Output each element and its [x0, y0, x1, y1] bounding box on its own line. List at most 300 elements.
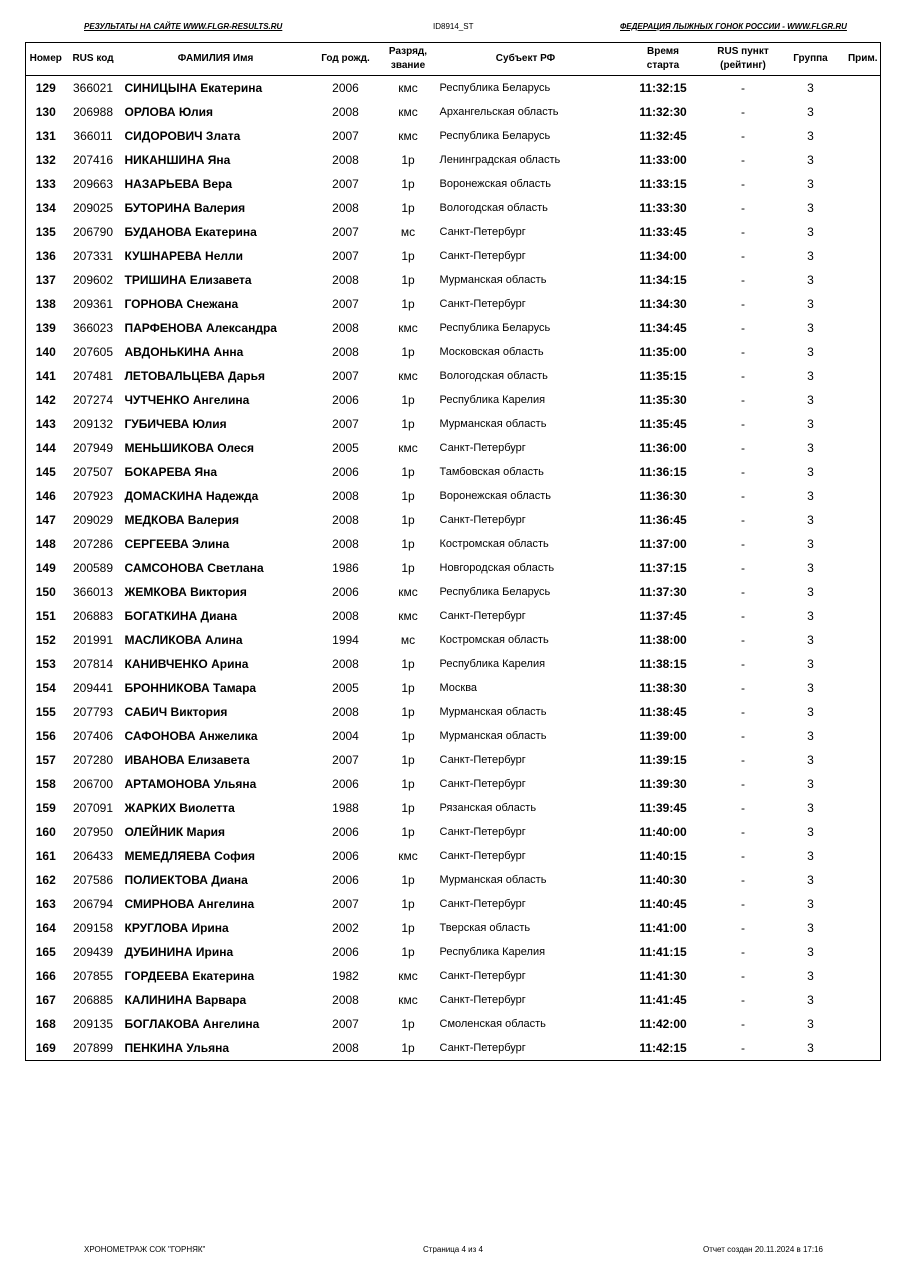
col-rus-points-cell: -	[741, 681, 745, 695]
col-start-time-cell: 11:37:00	[639, 537, 687, 551]
col-birth-year-cell: 2007	[332, 297, 359, 311]
col-group-cell: 3	[807, 177, 814, 191]
col-rus-code-cell: 209158	[72, 921, 114, 935]
col-rus-code-header: RUS код	[66, 43, 121, 76]
col-region-cell: Республика Беларусь	[439, 586, 551, 598]
col-region-cell: Республика Карелия	[439, 394, 546, 406]
col-note-cell	[846, 484, 881, 508]
table-row	[26, 1036, 881, 1061]
col-rank-cell: 1р	[401, 153, 415, 167]
col-rus-points-cell: -	[741, 849, 745, 863]
col-name-cell: БОКАРЕВА Яна	[124, 465, 218, 479]
col-group-cell: 3	[807, 249, 814, 263]
col-region-cell: Новгородская область	[439, 562, 555, 574]
table-row	[26, 796, 881, 820]
col-name-cell: МЕМЕДЛЯЕВА София	[124, 849, 256, 863]
table-row	[26, 292, 881, 316]
col-rus-points-cell: -	[741, 105, 745, 119]
col-rank-cell: 1р	[401, 465, 415, 479]
col-rank-cell: 1р	[401, 345, 415, 359]
col-group-cell: 3	[807, 897, 814, 911]
table-row	[26, 964, 881, 988]
col-number-cell: 151	[35, 609, 56, 623]
col-rus-points-cell: -	[741, 513, 745, 527]
col-name-cell: АВДОНЬКИНА Анна	[124, 345, 244, 359]
col-birth-year-cell: 2008	[332, 657, 359, 671]
col-birth-year-cell: 1988	[332, 801, 359, 815]
col-rank-cell: 1р	[401, 729, 415, 743]
col-start-time-cell: 11:39:45	[639, 801, 687, 815]
col-group-cell: 3	[807, 681, 814, 695]
col-group-cell: 3	[807, 513, 814, 527]
col-start-time-cell: 11:40:45	[639, 897, 687, 911]
col-note-cell	[846, 76, 881, 101]
col-number-cell: 144	[35, 441, 56, 455]
col-rank-cell: 1р	[401, 273, 415, 287]
col-note-cell	[846, 964, 881, 988]
col-rank-cell: кмс	[398, 609, 418, 623]
col-group-cell: 3	[807, 345, 814, 359]
col-number-cell: 138	[35, 297, 56, 311]
col-number-cell: 141	[35, 369, 56, 383]
col-number-cell: 140	[35, 345, 56, 359]
col-note-cell	[846, 532, 881, 556]
col-group-cell: 3	[807, 297, 814, 311]
col-region-cell: Республика Беларусь	[439, 130, 551, 142]
col-rus-points-cell: -	[741, 897, 745, 911]
col-start-time-cell: 11:35:30	[639, 393, 687, 407]
col-note-cell	[846, 628, 881, 652]
table-row	[26, 724, 881, 748]
col-number-cell: 139	[35, 321, 56, 335]
col-rus-points-cell: -	[741, 465, 745, 479]
col-birth-year-cell: 2007	[332, 369, 359, 383]
col-group-cell: 3	[807, 777, 814, 791]
col-number-cell: 169	[35, 1041, 56, 1055]
table-row	[26, 676, 881, 700]
table-row	[26, 868, 881, 892]
col-note-cell	[846, 148, 881, 172]
col-rank-cell: 1р	[401, 489, 415, 503]
col-rus-code-cell: 209441	[72, 681, 114, 695]
col-rus-points-cell: -	[741, 657, 745, 671]
col-region-cell: Санкт-Петербург	[439, 298, 526, 310]
col-note-cell	[846, 772, 881, 796]
col-rus-code-cell: 207814	[72, 657, 114, 671]
col-note-cell	[846, 820, 881, 844]
col-rus-code-cell: 209439	[72, 945, 114, 959]
col-rank-cell: 1р	[401, 681, 415, 695]
col-number-cell: 148	[35, 537, 56, 551]
col-start-time-cell: 11:33:45	[639, 225, 687, 239]
col-birth-year-cell: 2006	[332, 849, 359, 863]
col-start-time-cell: 11:36:15	[639, 465, 687, 479]
col-group-cell: 3	[807, 489, 814, 503]
table-row	[26, 1012, 881, 1036]
col-group-cell: 3	[807, 729, 814, 743]
col-rus-code-cell: 209602	[72, 273, 114, 287]
col-start-time-header: Время старта	[616, 43, 711, 76]
table-row	[26, 556, 881, 580]
col-group-cell: 3	[807, 369, 814, 383]
col-number-cell: 131	[35, 129, 56, 143]
col-start-time-cell: 11:41:45	[639, 993, 687, 1007]
col-rus-code-cell: 206433	[72, 849, 114, 863]
col-rus-code-cell: 207586	[72, 873, 114, 887]
col-group-cell: 3	[807, 657, 814, 671]
col-region-cell: Воронежская область	[439, 490, 552, 502]
col-region-cell: Тамбовская область	[439, 466, 544, 478]
col-number-cell: 162	[35, 873, 56, 887]
col-rank-cell: 1р	[401, 657, 415, 671]
col-number-cell: 156	[35, 729, 56, 743]
col-number-cell: 160	[35, 825, 56, 839]
col-number-cell: 145	[35, 465, 56, 479]
col-birth-year-cell: 2006	[332, 873, 359, 887]
col-start-time-cell: 11:37:45	[639, 609, 687, 623]
col-birth-year-cell: 2005	[332, 681, 359, 695]
col-name-cell: ОЛЕЙНИК Мария	[124, 825, 226, 839]
col-rank-cell: 1р	[401, 705, 415, 719]
col-name-cell: КАЛИНИНА Варвара	[124, 993, 247, 1007]
col-rus-code-cell: 209663	[72, 177, 114, 191]
col-birth-year-cell: 2006	[332, 585, 359, 599]
col-note-cell	[846, 292, 881, 316]
col-number-cell: 167	[35, 993, 56, 1007]
col-group-cell: 3	[807, 225, 814, 239]
col-region-header: Субъект РФ	[436, 43, 616, 76]
col-number-cell: 143	[35, 417, 56, 431]
col-rus-code-cell: 206883	[72, 609, 114, 623]
table-row	[26, 892, 881, 916]
col-rus-points-cell: -	[741, 321, 745, 335]
col-name-cell: ДУБИНИНА Ирина	[124, 945, 234, 959]
col-region-cell: Санкт-Петербург	[439, 442, 526, 454]
col-note-cell	[846, 388, 881, 412]
col-group-cell: 3	[807, 273, 814, 287]
col-rus-code-cell: 209029	[72, 513, 114, 527]
col-number-cell: 136	[35, 249, 56, 263]
table-row	[26, 604, 881, 628]
col-region-cell: Мурманская область	[439, 730, 547, 742]
col-start-time-cell: 11:39:15	[639, 753, 687, 767]
col-birth-year-cell: 2004	[332, 729, 359, 743]
col-group-cell: 3	[807, 849, 814, 863]
col-rank-cell: кмс	[398, 441, 418, 455]
col-note-cell	[846, 724, 881, 748]
col-rank-cell: 1р	[401, 537, 415, 551]
col-number-cell: 150	[35, 585, 56, 599]
col-birth-year-cell: 2006	[332, 945, 359, 959]
col-name-header: ФАМИЛИЯ Имя	[121, 43, 311, 76]
col-rus-code-cell: 366023	[72, 321, 114, 335]
col-note-cell	[846, 220, 881, 244]
table-row	[26, 580, 881, 604]
col-region-cell: Санкт-Петербург	[439, 970, 526, 982]
col-rank-cell: 1р	[401, 873, 415, 887]
col-region-cell: Республика Карелия	[439, 658, 546, 670]
col-start-time-cell: 11:39:00	[639, 729, 687, 743]
col-birth-year-cell: 2002	[332, 921, 359, 935]
col-start-time-cell: 11:40:15	[639, 849, 687, 863]
col-name-cell: СИНИЦЫНА Екатерина	[124, 81, 263, 95]
col-birth-year-cell: 2008	[332, 993, 359, 1007]
col-rank-cell: 1р	[401, 417, 415, 431]
col-number-cell: 164	[35, 921, 56, 935]
col-note-cell	[846, 268, 881, 292]
col-name-cell: НАЗАРЬЕВА Вера	[124, 177, 233, 191]
col-rank-cell: 1р	[401, 945, 415, 959]
col-group-cell: 3	[807, 129, 814, 143]
col-rus-points-cell: -	[741, 81, 745, 95]
table-row	[26, 508, 881, 532]
col-note-cell	[846, 196, 881, 220]
col-note-cell	[846, 364, 881, 388]
col-birth-year-cell: 2008	[332, 1041, 359, 1055]
col-rus-points-cell: -	[741, 609, 745, 623]
col-region-cell: Санкт-Петербург	[439, 850, 526, 862]
table-row	[26, 460, 881, 484]
col-rus-points-cell: -	[741, 273, 745, 287]
col-birth-year-cell: 2008	[332, 273, 359, 287]
col-rank-cell: 1р	[401, 201, 415, 215]
table-row	[26, 220, 881, 244]
col-name-cell: САФОНОВА Анжелика	[124, 729, 258, 743]
col-name-cell: КАНИВЧЕНКО Арина	[124, 657, 249, 671]
col-name-cell: СЕРГЕЕВА Элина	[124, 537, 230, 551]
col-number-cell: 130	[35, 105, 56, 119]
col-rank-cell: мс	[400, 225, 416, 239]
col-rus-points-cell: -	[741, 705, 745, 719]
col-group-cell: 3	[807, 873, 814, 887]
col-rank-cell: 1р	[401, 801, 415, 815]
col-rus-code-cell: 209132	[72, 417, 114, 431]
col-rank-cell: 1р	[401, 897, 415, 911]
col-start-time-cell: 11:40:30	[639, 873, 687, 887]
col-rus-points-cell: -	[741, 129, 745, 143]
col-name-cell: АРТАМОНОВА Ульяна	[124, 777, 257, 791]
col-rus-points-cell: -	[741, 201, 745, 215]
col-rus-code-cell: 201991	[72, 633, 114, 647]
col-region-cell: Тверская область	[439, 922, 531, 934]
col-birth-year-cell: 2006	[332, 465, 359, 479]
col-start-time-cell: 11:33:00	[639, 153, 687, 167]
col-note-cell	[846, 748, 881, 772]
col-group-cell: 3	[807, 1017, 814, 1031]
col-rus-code-cell: 206794	[72, 897, 114, 911]
col-group-cell: 3	[807, 81, 814, 95]
col-start-time-cell: 11:36:45	[639, 513, 687, 527]
col-name-cell: ИВАНОВА Елизавета	[124, 753, 250, 767]
col-note-header: Прим.	[846, 43, 881, 76]
col-number-cell: 157	[35, 753, 56, 767]
col-rus-code-cell: 366011	[73, 129, 113, 143]
col-group-cell: 3	[807, 633, 814, 647]
col-name-cell: ПАРФЕНОВА Александра	[124, 321, 277, 335]
col-note-cell	[846, 1012, 881, 1036]
col-note-cell	[846, 508, 881, 532]
col-name-cell: НИКАНШИНА Яна	[124, 153, 231, 167]
col-group-cell: 3	[807, 201, 814, 215]
col-note-cell	[846, 316, 881, 340]
col-birth-year-cell: 2007	[332, 177, 359, 191]
col-rus-code-cell: 206790	[72, 225, 114, 239]
col-start-time-cell: 11:40:00	[639, 825, 687, 839]
col-note-cell	[846, 676, 881, 700]
col-rus-code-cell: 207949	[72, 441, 114, 455]
col-group-cell: 3	[807, 921, 814, 935]
col-region-cell: Санкт-Петербург	[439, 250, 526, 262]
col-note-cell	[846, 244, 881, 268]
col-birth-year-cell: 2008	[332, 321, 359, 335]
col-birth-year-cell: 2007	[332, 225, 359, 239]
col-start-time-cell: 11:41:00	[639, 921, 687, 935]
col-number-cell: 129	[35, 81, 56, 95]
table-row	[26, 76, 881, 101]
col-birth-year-cell: 2006	[332, 81, 359, 95]
col-note-cell	[846, 412, 881, 436]
col-start-time-cell: 11:35:00	[639, 345, 687, 359]
col-birth-year-cell: 1986	[332, 561, 359, 575]
table-row	[26, 316, 881, 340]
col-name-cell: ПОЛИЕКТОВА Диана	[124, 873, 248, 887]
col-group-cell: 3	[807, 705, 814, 719]
col-number-header: Номер	[26, 43, 66, 76]
table-row	[26, 340, 881, 364]
col-group-cell: 3	[807, 993, 814, 1007]
col-start-time-cell: 11:38:30	[639, 681, 687, 695]
col-rank-cell: 1р	[401, 297, 415, 311]
table-row	[26, 196, 881, 220]
col-name-cell: МАСЛИКОВА Алина	[124, 633, 243, 647]
col-group-cell: 3	[807, 969, 814, 983]
col-rus-points-cell: -	[741, 753, 745, 767]
col-group-cell: 3	[807, 321, 814, 335]
col-start-time-cell: 11:42:15	[639, 1041, 687, 1055]
col-start-time-cell: 11:36:30	[639, 489, 687, 503]
col-start-time-cell: 11:37:15	[639, 561, 687, 575]
col-note-cell	[846, 652, 881, 676]
col-birth-year-cell: 2007	[332, 1017, 359, 1031]
col-note-cell	[846, 172, 881, 196]
col-start-time-cell: 11:42:00	[639, 1017, 687, 1031]
col-group-cell: 3	[807, 105, 814, 119]
col-group-cell: 3	[807, 753, 814, 767]
col-rus-code-cell: 209135	[72, 1017, 114, 1031]
col-group-cell: 3	[807, 825, 814, 839]
federation-site-link[interactable]: ФЕДЕРАЦИЯ ЛЫЖНЫХ ГОНОК РОССИИ - WWW.FLGR.RU	[620, 22, 847, 31]
col-region-cell: Смоленская область	[439, 1018, 546, 1030]
col-birth-year-cell: 2008	[332, 705, 359, 719]
col-region-cell: Санкт-Петербург	[439, 226, 526, 238]
col-name-cell: БОГЛАКОВА Ангелина	[124, 1017, 260, 1031]
col-region-cell: Вологодская область	[439, 202, 548, 214]
col-note-cell	[846, 892, 881, 916]
col-rus-code-cell: 207950	[72, 825, 114, 839]
col-rus-points-cell: -	[741, 825, 745, 839]
col-birth-year-cell: 2006	[332, 777, 359, 791]
col-rus-points-cell: -	[741, 729, 745, 743]
timing-credit: ХРОНОМЕТРАЖ СОК "ГОРНЯК"	[84, 1245, 206, 1254]
col-note-cell	[846, 604, 881, 628]
col-rus-code-cell: 366021	[72, 81, 114, 95]
col-rus-points-cell: -	[741, 537, 745, 551]
col-rank-cell: кмс	[398, 585, 418, 599]
col-rus-code-cell: 207331	[72, 249, 114, 263]
col-rus-code-cell: 207793	[72, 705, 114, 719]
col-name-cell: СИДОРОВИЧ Злата	[124, 129, 241, 143]
col-note-cell	[846, 124, 881, 148]
col-group-cell: 3	[807, 609, 814, 623]
col-group-cell: 3	[807, 537, 814, 551]
col-start-time-cell: 11:39:30	[639, 777, 687, 791]
col-name-cell: ДОМАСКИНА Надежда	[124, 489, 259, 503]
col-region-cell: Костромская область	[439, 634, 549, 646]
col-name-cell: БУТОРИНА Валерия	[124, 201, 246, 215]
col-rus-code-cell: 209025	[72, 201, 114, 215]
col-rank-cell: кмс	[398, 129, 418, 143]
col-group-cell: 3	[807, 561, 814, 575]
col-name-cell: БОГАТКИНА Диана	[124, 609, 238, 623]
col-name-cell: МЕДКОВА Валерия	[124, 513, 239, 527]
col-note-cell	[846, 340, 881, 364]
col-rank-cell: 1р	[401, 753, 415, 767]
col-start-time-cell: 11:32:15	[639, 81, 687, 95]
col-region-cell: Ленинградская область	[439, 154, 561, 166]
col-rus-points-cell: -	[741, 633, 745, 647]
table-row	[26, 100, 881, 124]
col-rank-cell: мс	[400, 633, 416, 647]
table-row	[26, 652, 881, 676]
col-name-cell: ГОРНОВА Снежана	[124, 297, 239, 311]
col-rank-header: Разряд, звание	[381, 43, 436, 76]
col-note-cell	[846, 844, 881, 868]
col-rus-points-cell: -	[741, 561, 745, 575]
col-number-cell: 153	[35, 657, 56, 671]
results-site-link[interactable]: РЕЗУЛЬТАТЫ НА САЙТЕ WWW.FLGR-RESULTS.RU	[84, 22, 283, 31]
col-rank-cell: кмс	[398, 369, 418, 383]
col-region-cell: Санкт-Петербург	[439, 514, 526, 526]
col-region-cell: Вологодская область	[439, 370, 548, 382]
col-rus-code-cell: 200589	[72, 561, 114, 575]
col-rus-code-cell: 207274	[72, 393, 114, 407]
page-number: Страница 4 из 4	[423, 1245, 483, 1254]
col-region-cell: Республика Беларусь	[439, 82, 551, 94]
col-name-cell: САБИЧ Виктория	[124, 705, 228, 719]
col-rus-points-cell: -	[741, 345, 745, 359]
col-rus-points-cell: -	[741, 441, 745, 455]
col-birth-year-cell: 2008	[332, 609, 359, 623]
col-region-cell: Воронежская область	[439, 178, 552, 190]
col-rus-code-cell: 207507	[72, 465, 114, 479]
col-rus-points-cell: -	[741, 153, 745, 167]
col-birth-year-cell: 2006	[332, 825, 359, 839]
col-birth-year-cell: 2008	[332, 201, 359, 215]
col-name-cell: КРУГЛОВА Ирина	[124, 921, 229, 935]
col-rus-code-cell: 206700	[72, 777, 114, 791]
col-rus-code-cell: 207406	[72, 729, 114, 743]
col-note-cell	[846, 796, 881, 820]
col-name-cell: ГУБИЧЕВА Юлия	[124, 417, 227, 431]
table-row	[26, 916, 881, 940]
table-row	[26, 484, 881, 508]
col-number-cell: 159	[35, 801, 56, 815]
col-rank-cell: 1р	[401, 921, 415, 935]
col-region-cell: Москва	[439, 682, 478, 694]
col-region-cell: Рязанская область	[439, 802, 537, 814]
col-group-cell: 3	[807, 1041, 814, 1055]
col-birth-year-cell: 2007	[332, 897, 359, 911]
